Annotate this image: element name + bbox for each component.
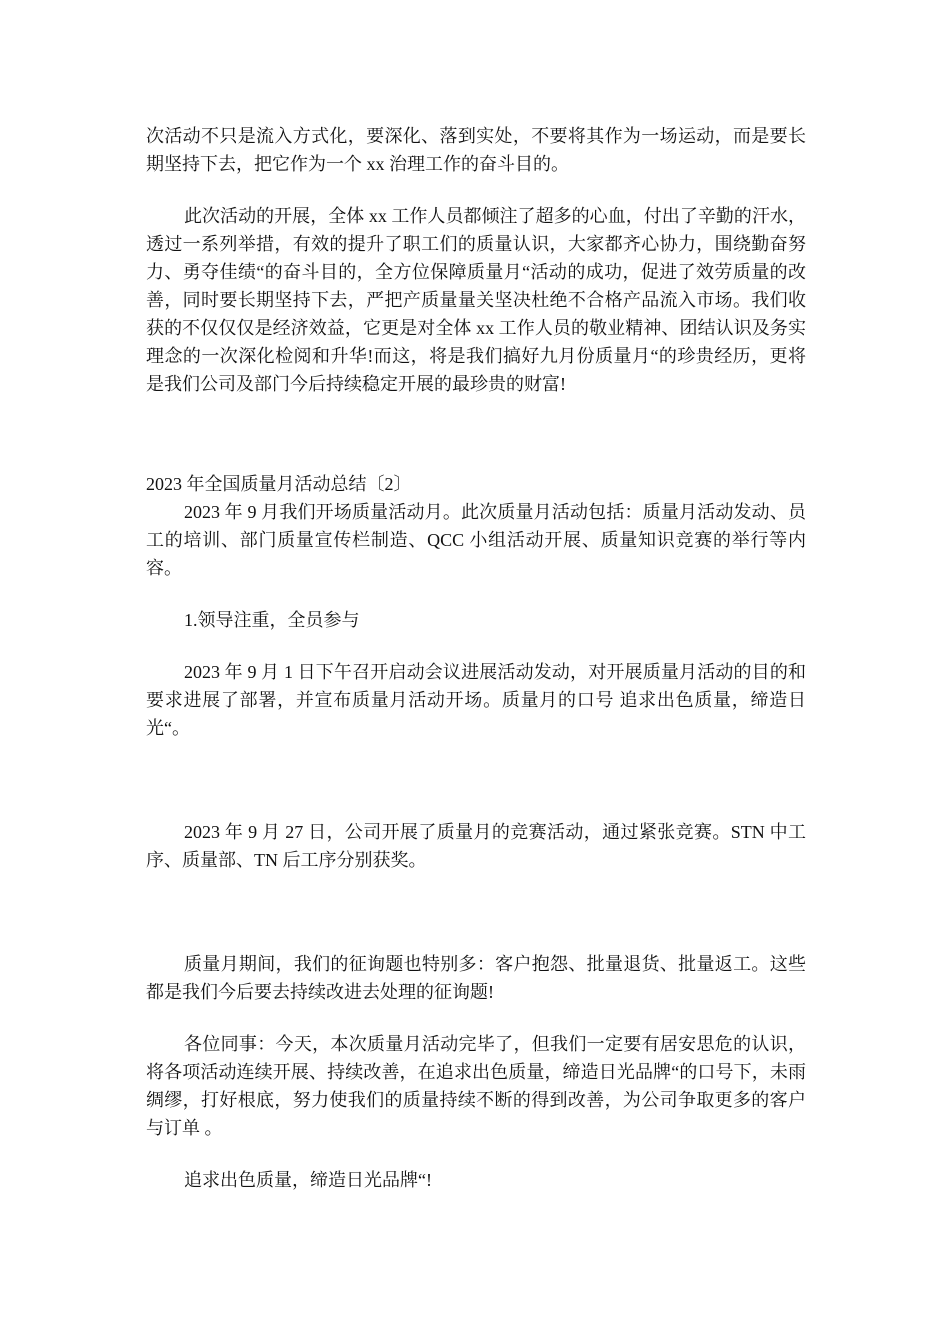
paragraph-slogan: 追求出色质量，缔造日光品牌“! [184,1170,432,1190]
paragraph-intro: 2023 年 9 月我们开场质量活动月。此次质量月活动包括：质量月活动发动、员工的培训、部门质量宣传栏制造、QCC 小组活动开展、质量知识竞赛的举行等内容。 [146,502,806,578]
paragraph-competition: 2023 年 9 月 27 日，公司开展了质量月的竞赛活动，通过紧张竞赛。STN 中工序、质量部、TN 后工序分别获奖。 [146,822,806,870]
paragraph-kickoff: 2023 年 9 月 1 日下午召开启动会议进展活动发动，对开展质量月活动的目的和要求进展了部署，并宣布质量月活动开场。质量月的口号 追求出色质量，缔造日光“。 [146,662,806,738]
paragraph-continuation: 次活动不只是流入方式化，要深化、落到实处，不要将其作为一场运动，而是要长期坚持下去，把它作为一个 xx 治理工作的奋斗目的。 [146,126,806,174]
paragraph-problems: 质量月期间，我们的征询题也特别多：客户抱怨、批量退货、批量返工。这些都是我们今后要去持续改进去处理的征询题! [146,954,806,1002]
paragraph-activity-summary: 此次活动的开展，全体 xx 工作人员都倾注了超多的心血，付出了辛勤的汗水，透过一系列举措，有效的提升了职工们的质量认识，大家都齐心协力，围绕勤奋努力、勇夺佳绩“的奋斗目的，全方位保障质量月“活动的成功，促进了效劳质量的改善，同时要长期坚持下去，严把产质量量关坚决杜绝不合格产品流入市场。我们收获的不仅仅仅是经济效益，它更是对全体 xx 工作人员的敬业精神、团结认识及务实理念的一次深化检阅和升华!而这，将是我们搞好九月份质量月“的珍贵经历，更将是我们公司及部门今后持续稳定开展的最珍贵的财富! [146,206,806,394]
document-page [146,122,806,1194]
paragraph-subheading-leadership: 1.领导注重，全员参与 [184,610,360,630]
paragraph-closing: 各位同事：今天，本次质量月活动完毕了，但我们一定要有居安思危的认识，将各项活动连续开展、持续改善，在追求出色质量，缔造日光品牌“的口号下，未雨绸缪，打好根底，努力使我们的质量持续不断的得到改善，为公司争取更多的客户与订单 。 [146,1034,806,1138]
section-heading: 2023 年全国质量月活动总结〔2〕 [146,474,412,494]
